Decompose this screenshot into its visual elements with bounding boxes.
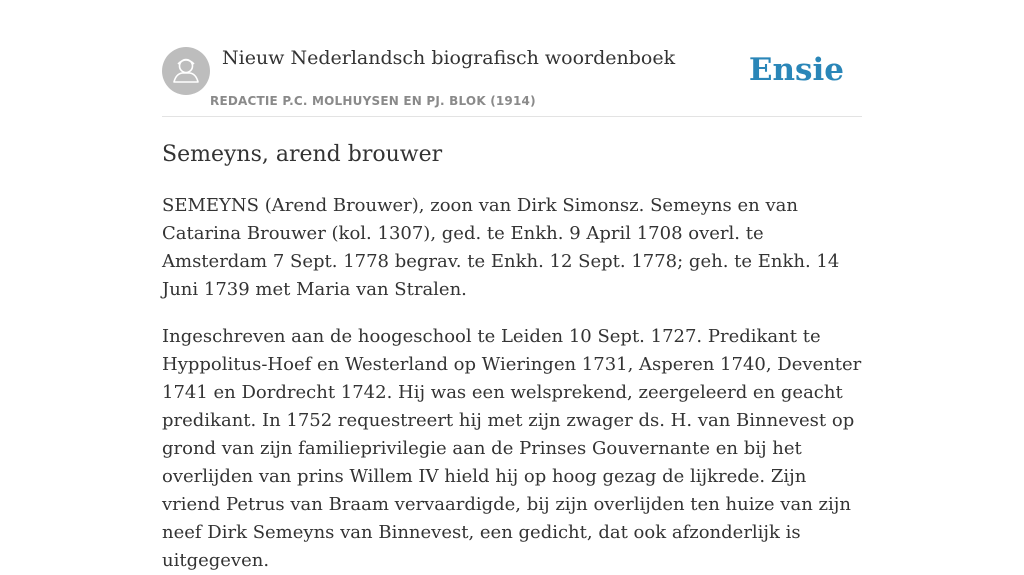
article-paragraph: SEMEYNS (Arend Brouwer), zoon van Dirk Simonsz. Semeyns en van Catarina Brouwer (kol. 1307), ged. te Enkh. 9 April 1708 overl. te Amsterdam 7 Sept. 1778 begrav. te Enkh. 12 Sept. 1778; geh. te Enkh. 14 Juni 1739 met Maria van Stralen. — [162, 195, 840, 300]
source-title[interactable]: Nieuw Nederlandsch biografisch woordenboek — [222, 47, 676, 69]
source-subtitle: REDACTIE P.C. MOLHUYSEN EN PJ. BLOK (1914) — [210, 94, 536, 108]
article — [162, 140, 862, 575]
source-header — [162, 46, 862, 117]
article-title: Semeyns, arend brouwer — [162, 142, 443, 167]
user-icon — [162, 47, 210, 95]
article-paragraph: Ingeschreven aan de hoogeschool te Leiden 10 Sept. 1727. Predikant te Hyppolitus-Hoef en Westerland op Wieringen 1731, Asperen 1740, Deventer 1741 en Dordrecht 1742. Hij was een welsprekend, zeergeleerd en geacht predikant. In 1752 requestreert hij met zijn zwager ds. H. van Binnevest op grond van zijn familieprivilegie aan de Prinses Gouvernante en bij het overlijden van prins Willem IV hield hij op hoog gezag de lijkrede. Zijn vriend Petrus van Braam vervaardigde, bij zijn overlijden ten huize van zijn neef Dirk Semeyns van Binnevest, een gedicht, dat ook afzonderlijk is uitgegeven. — [162, 326, 862, 571]
ensie-logo[interactable]: Ensie — [748, 52, 844, 88]
avatar[interactable] — [162, 47, 210, 95]
